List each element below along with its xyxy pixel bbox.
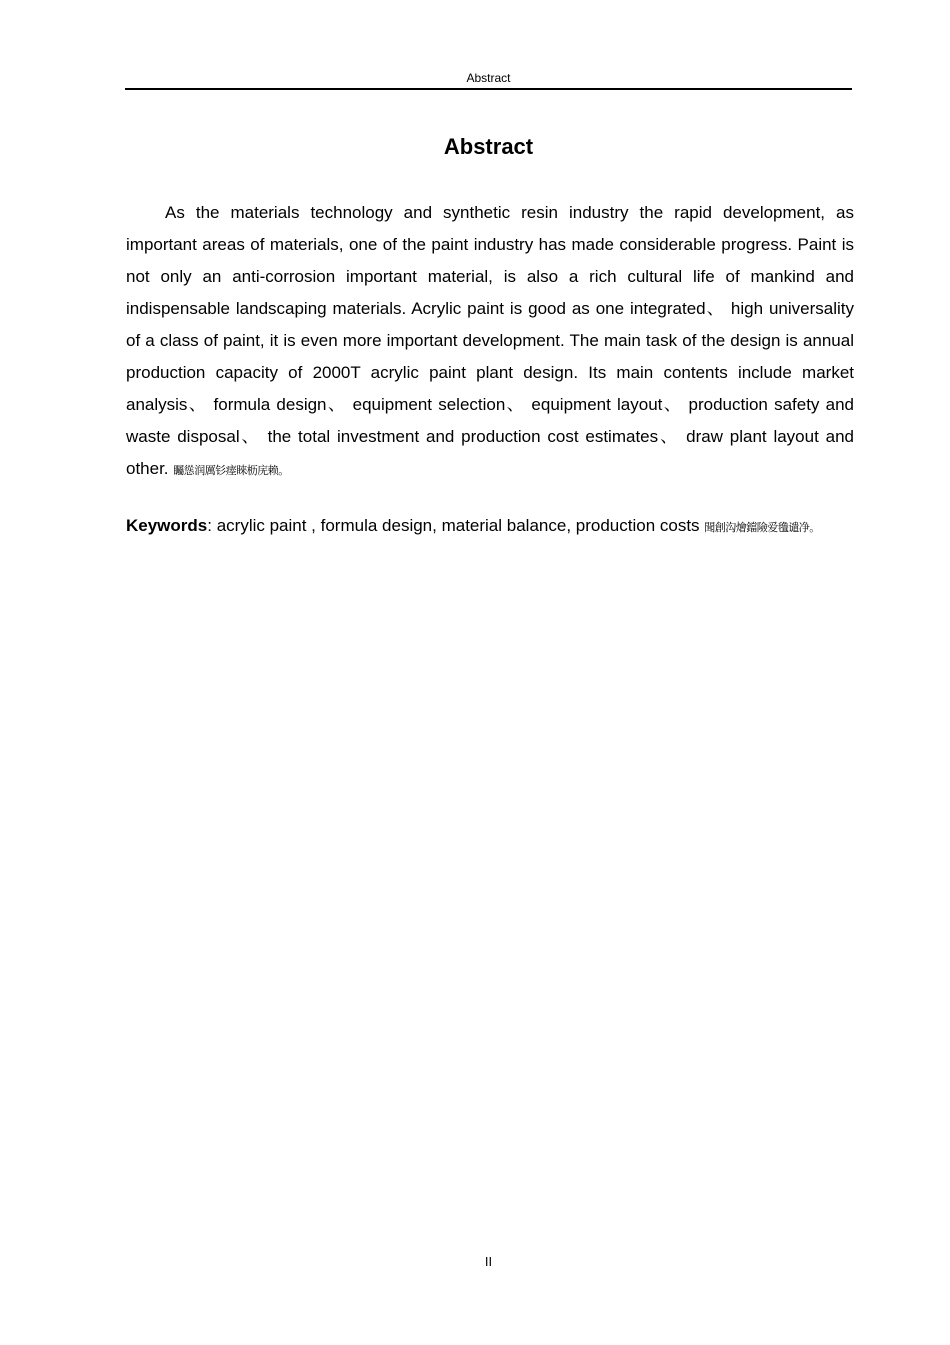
abstract-garbled-suffix: 矚慫润厲钐瘗睞枥庑赖。 — [173, 464, 289, 477]
running-header: Abstract — [466, 71, 511, 85]
header-rule — [125, 88, 852, 90]
page-title: Abstract — [443, 134, 534, 159]
keywords-separator: : — [207, 516, 217, 535]
keywords-line — [126, 511, 854, 543]
abstract-paragraph — [126, 197, 854, 487]
keywords-text: acrylic paint , formula design, material balance, production costs — [216, 516, 700, 535]
page-number: II — [484, 1254, 493, 1269]
keywords-label: Keywords — [126, 516, 208, 535]
keywords-garbled-suffix: 聞創沟燴鐺險爱氇谴净。 — [704, 521, 820, 534]
abstract-text: As the materials technology and synthetic resin industry the rapid development, as important areas of materials, one of the paint industry has made considerable progress. Paint is not only an anti-corrosion important material, is also a rich cultural life of mankind and indispensable landscaping materials. Acrylic paint is good as one integrated、 high universality of a class of paint, it is even more important development. The main task of the design is annual production capacity of 2000T acrylic paint plant design. Its main contents include market analysis、 formula design、 equipment selection、 equipment layout、 production safety and waste disposal、 the total investment and production cost estimates、 draw plant layout and other. — [126, 203, 854, 478]
